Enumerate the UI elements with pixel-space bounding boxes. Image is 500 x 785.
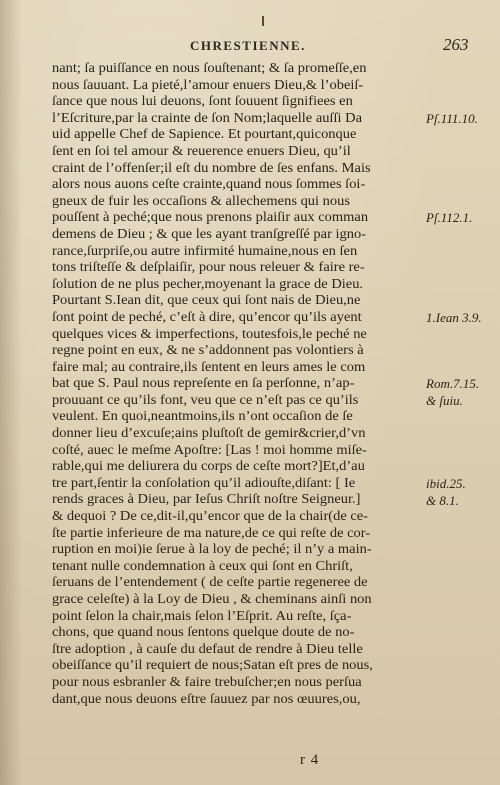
- text-line: tre part,ſentir la conſolation qu’il adiouſte,diſant: [ Ie: [52, 474, 356, 490]
- top-mark: [262, 16, 264, 26]
- page-header: [190, 35, 490, 58]
- text-line: rable,qui me deliurera du corps de ceſte mort?]Et,d’au: [52, 458, 365, 474]
- text-line: ſent en ſoi tel amour & reuerence enuers Dieu, qu’il: [52, 142, 351, 158]
- text-line: tenant nulle condemnation à ceux qui ſont en Chriſt,: [52, 557, 353, 573]
- text-line: grace celeſte) à la Loy de Dieu , & cheminans ainſi non: [52, 591, 372, 606]
- text-line: dant,que nous deuons eſtre ſauuez par nos œuures,ou,: [52, 690, 361, 706]
- text-line: gneux de fuir les occaſions & allechemens qui nous: [52, 192, 350, 208]
- text-line: quelques vices & imperfections, toutesfois,le peché ne: [52, 325, 367, 341]
- margin-reference: & ſuiu.: [426, 393, 463, 408]
- text-line: tons triſteſſe & deſplaiſir, pour nous releuer & faire re-: [52, 259, 365, 275]
- text-line: point ſelon la chair,mais ſelon l’Eſprit. Au reſte, ſça-: [52, 607, 352, 623]
- text-line: ruption en moi)ie ſerue à la loy de peché; il n’y a main-: [52, 541, 372, 557]
- margin-reference: ibid.25.: [426, 476, 466, 491]
- margin-reference: Pſ.112.1.: [426, 210, 473, 226]
- text-line: Pourtant S.Iean dit, que ceux qui ſont nais de Dieu,ne: [52, 292, 361, 308]
- text-line: prouuant ce qu’ils font, veu que ce n’eſt pas ce qu’ils: [52, 391, 359, 407]
- running-head: CHRESTIENNE.: [190, 38, 306, 53]
- text-line: ſont point de peché, c’eſt à dire, qu’encor qu’ils ayent: [52, 308, 362, 324]
- text-line: nous ſauuant. La pieté,l’amour enuers Dieu,& l’obeiſ-: [52, 76, 364, 92]
- margin-reference: 1.Iean 3.9.: [426, 310, 482, 325]
- signature-mark: r 4: [300, 752, 320, 768]
- margin-reference: & 8.1.: [426, 492, 459, 508]
- text-line: uid appelle Chef de Sapience. Et pourtant,quiconque: [52, 126, 357, 142]
- text-line: veulent. En quoi,neantmoins,ils n’ont occaſion de ſe: [52, 408, 353, 424]
- text-line: chons, que quand nous ſentons quelque doute de no-: [52, 624, 355, 640]
- main-text-block: [52, 60, 432, 707]
- text-line: bat que S. Paul nous repreſente en ſa perſonne, n’ap-: [52, 375, 355, 391]
- text-line: donner lieu d’excuſe;ains pluſtoſt de gemir&crier,d’vn: [52, 425, 366, 441]
- page-number: 263: [443, 35, 469, 54]
- text-line: pour nous esbranler & faire trebuſcher;en nous perſua: [52, 673, 362, 689]
- text-line: demens de Dieu ; & que les ayant tranſgreſſé par igno-: [52, 225, 367, 241]
- text-line: faire mal; au contraire,ils ſentent en leurs ames le com: [52, 358, 366, 374]
- text-line: l’Eſcriture,par la crainte de ſon Nom;laquelle auſſi Da: [52, 109, 363, 125]
- text-line: regne point en eux, & ne s’addonnent pas volontiers à: [52, 342, 364, 358]
- text-line: ſeruans de l’entendement ( de ceſte partie regeneree de: [52, 574, 368, 590]
- binding-shadow: [0, 0, 22, 785]
- text-line: craint de l’offenſer;il eſt du nombre de ſes enfans. Mais: [52, 159, 371, 175]
- text-line: rends graces à Dieu, par Ieſus Chriſt noſtre Seigneur.]: [52, 491, 361, 507]
- text-line: pouſſent à peché;que nous prenons plaiſir aux comman: [52, 209, 369, 225]
- text-line: alors nous auons ceſte crainte,quand nous ſommes ſoi-: [52, 176, 366, 192]
- text-line: nant; ſa puiſſance en nous ſouſtenant; & ſa promeſſe,en: [52, 60, 367, 75]
- text-line: & dequoi ? De ce,dit-il,qu’encor que de la chair(de ce-: [52, 508, 369, 524]
- text-line: rance,ſurpriſe,ou autre infirmité humaine,nous en ſen: [52, 242, 358, 258]
- margin-reference: Rom.7.15.: [426, 376, 480, 392]
- text-line: obeiſſance qu’il requiert de nous;Satan eſt pres de nous,: [52, 657, 373, 673]
- margin-reference: Pſ.111.10.: [426, 110, 478, 126]
- text-line: coſté, auec le meſme Apoſtre: [Las ! moi homme miſe-: [52, 441, 367, 457]
- text-line: ſtre adoption , à cauſe du defaut de rendre à Dieu telle: [52, 640, 363, 656]
- text-line: ſte partie inferieure de ma nature,de ce qui reſte de cor-: [52, 524, 371, 540]
- text-line: ſance que nous lui deuons, ſont ſouuent ſignifiees en: [52, 93, 353, 109]
- text-line: ſolution de ne plus pecher,moyenant la grace de Dieu.: [52, 275, 364, 291]
